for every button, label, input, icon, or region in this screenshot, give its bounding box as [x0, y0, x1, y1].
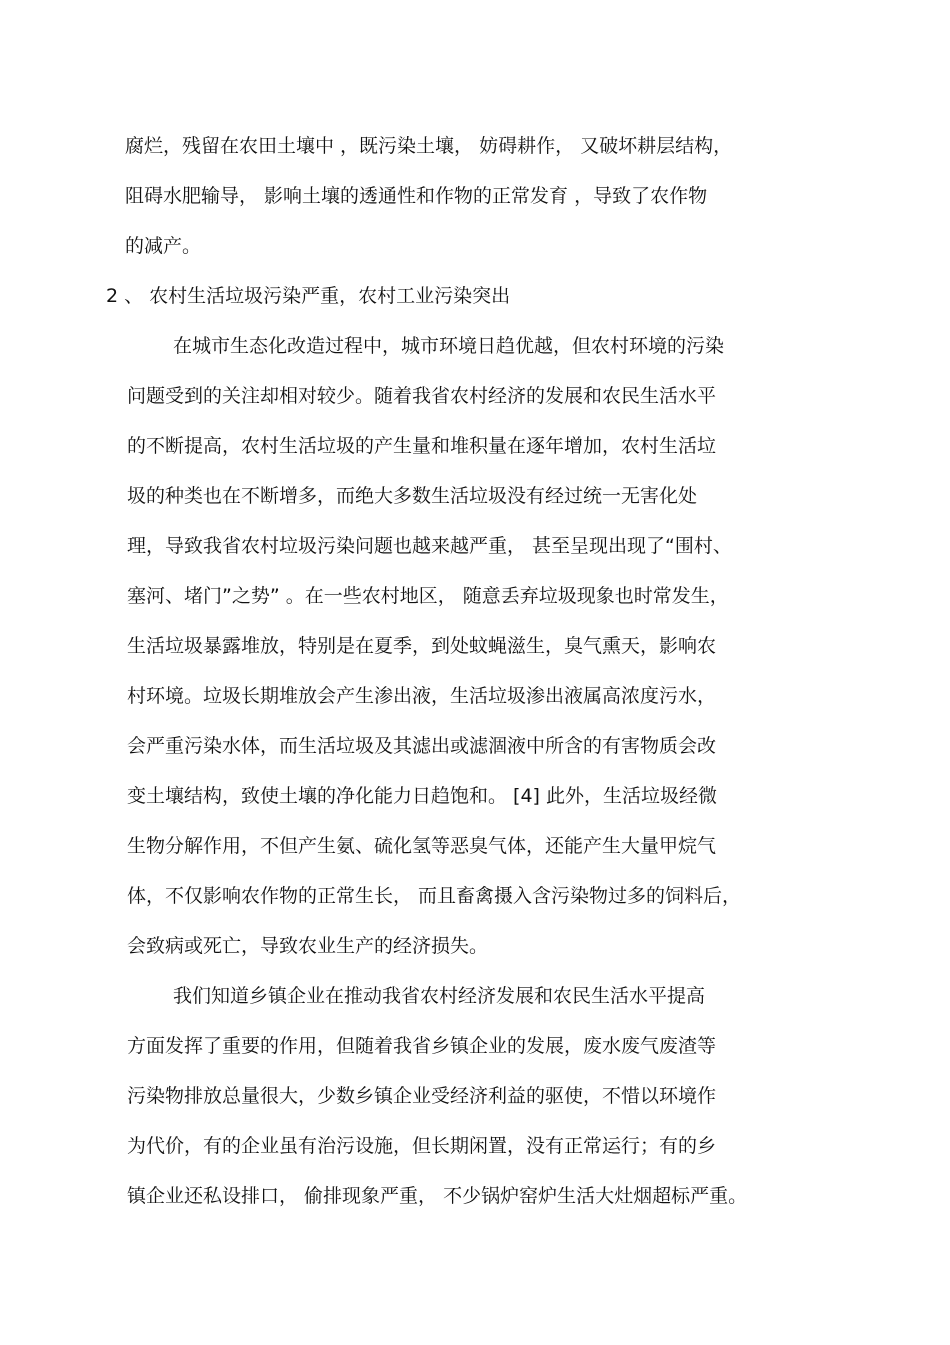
text-line: 圾的种类也在不断增多，而绝大多数生活垃圾没有经过统一无害化处 [127, 485, 698, 507]
text-line: 镇企业还私设排口， 偷排现象严重， 不少锅炉窑炉生活大灶烟超标严重。 [127, 1185, 748, 1207]
text-line: 村环境。垃圾长期堆放会产生渗出液，生活垃圾渗出液属高浓度污水， [127, 685, 717, 707]
text-line: 会致病或死亡，导致农业生产的经济损失。 [127, 935, 489, 957]
text-line: 阻碍水肥输导， 影响土壤的透通性和作物的正常发育 ，导致了农作物 [125, 185, 708, 207]
text-line: 问题受到的关注却相对较少。随着我省农村经济的发展和农民生活水平 [127, 385, 717, 407]
text-line: 体，不仅影响农作物的正常生长， 而且畜禽摄入含污染物过多的饲料后， [127, 885, 742, 907]
text-line: 理，导致我省农村垃圾污染问题也越来越严重， 甚至呈现出现了“围村、 [127, 535, 732, 557]
text-line: 变土壤结构，致使土壤的净化能力日趋饱和。 [4] 此外，生活垃圾经微 [127, 785, 717, 807]
text-line: 会严重污染水体，而生活垃圾及其滤出或滤涸液中所含的有害物质会改 [127, 735, 717, 757]
text-line: 生物分解作用，不但产生氨、硫化氢等恶臭气体，还能产生大量甲烷气 [127, 835, 717, 857]
text-line: 的不断提高，农村生活垃圾的产生量和堆积量在逐年增加，农村生活垃 [127, 435, 717, 457]
paragraph-first-line: 在城市生态化改造过程中，城市环境日趋优越，但农村环境的污染 [173, 335, 725, 357]
text-line: 污染物排放总量很大，少数乡镇企业受经济利益的驱使，不惜以环境作 [127, 1085, 717, 1107]
text-line: 方面发挥了重要的作用，但随着我省乡镇企业的发展，废水废气废渣等 [127, 1035, 717, 1057]
section-heading: 2 、 农村生活垃圾污染严重，农村工业污染突出 [106, 285, 511, 307]
text-line: 腐烂，残留在农田土壤中 ，既污染土壤， 妨碍耕作， 又破坏耕层结构， [125, 135, 733, 157]
paragraph-first-line: 我们知道乡镇企业在推动我省农村经济发展和农民生活水平提高 [173, 985, 706, 1007]
text-line: 为代价，有的企业虽有治污设施，但长期闲置，没有正常运行；有的乡 [127, 1135, 717, 1157]
text-line: 生活垃圾暴露堆放，特别是在夏季，到处蚊蝇滋生，臭气熏天，影响农 [127, 635, 717, 657]
text-line: 塞河、堵门”之势” 。在一些农村地区， 随意丢弃垃圾现象也时常发生， [127, 585, 729, 607]
text-line: 的减产。 [125, 235, 202, 257]
